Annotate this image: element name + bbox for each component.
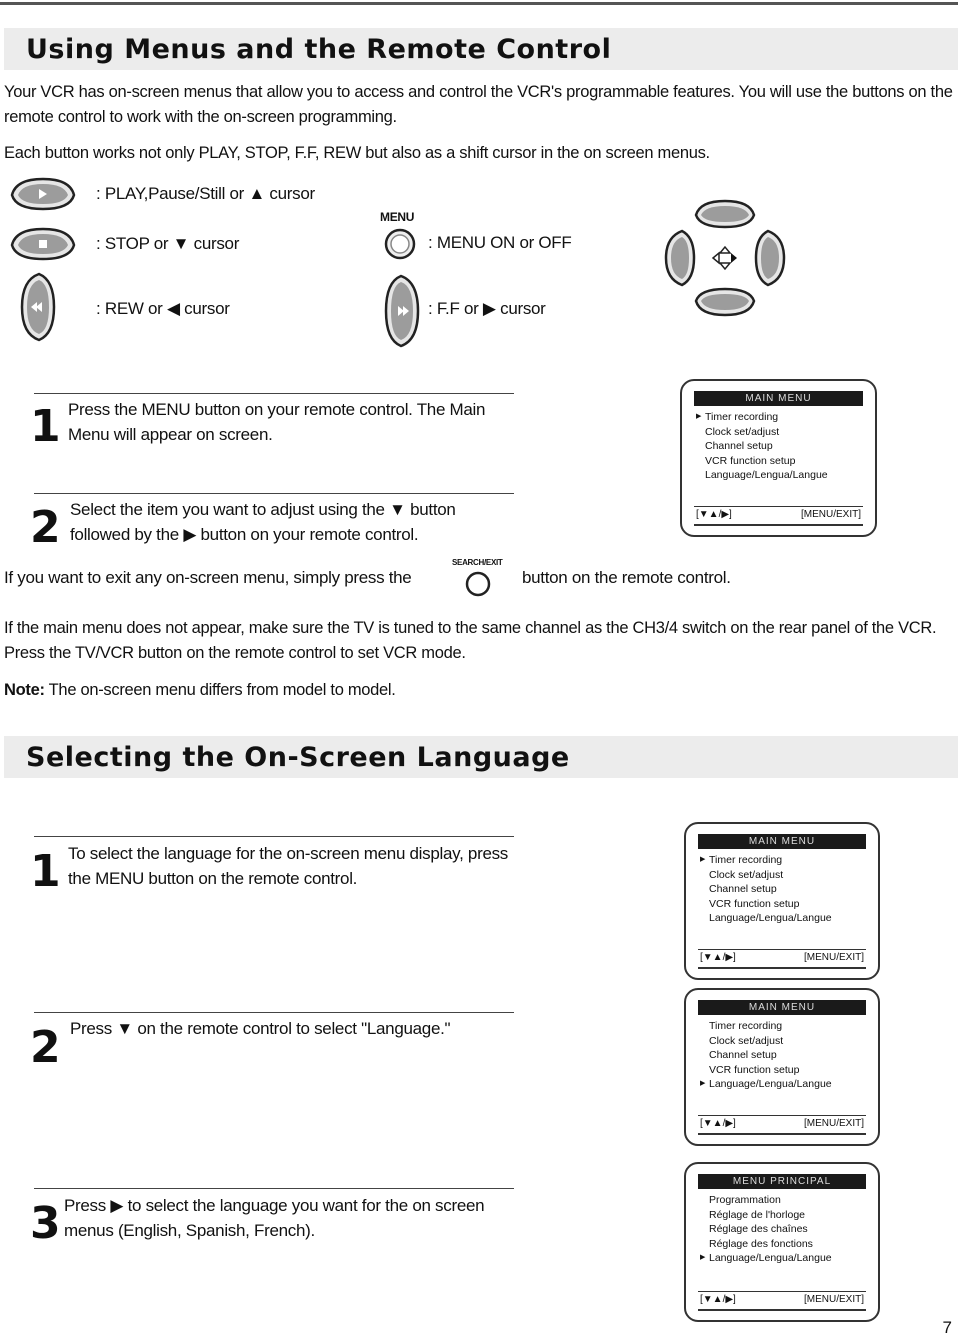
osd-title: MAIN MENU [698, 834, 866, 849]
section-title: Using Menus and the Remote Control [26, 34, 612, 65]
osd-item: Timer recording [709, 1020, 783, 1032]
osd-item-list [696, 410, 828, 483]
osd-title: MAIN MENU [698, 1000, 866, 1015]
osd-title: MENU PRINCIPAL [698, 1174, 866, 1189]
search-exit-button-icon [462, 568, 494, 600]
osd-menu-principal [684, 1162, 880, 1322]
note-text: The on-screen menu differs from model to model. [44, 681, 396, 699]
step-divider [34, 493, 514, 494]
osd-footer [698, 949, 866, 969]
osd-exit-hint: [MENU/EXIT] [803, 1118, 864, 1129]
step-text: Select the item you want to adjust using the ▼ button followed by the ▶ button on your remote control. [70, 500, 456, 544]
osd-exit-hint: [MENU/EXIT] [800, 509, 861, 520]
osd-item: Réglage de l'horloge [709, 1208, 805, 1221]
rew-button-icon [18, 270, 60, 344]
step-number: 2 [30, 1022, 61, 1073]
osd-item: ▶ Timer recording [700, 853, 832, 868]
tv-tuning-note: If the main menu does not appear, make sure the TV is tuned to the same channel as the CH3/4 switch on the rear panel of the VCR. Press the TV/VCR button on the remote control to set VCR mode. [4, 619, 937, 662]
step-divider [34, 836, 514, 837]
play-button-icon [6, 175, 80, 215]
page-number: 7 [942, 1318, 952, 1337]
osd-item-list [700, 1193, 832, 1266]
osd-title: MAIN MENU [694, 391, 863, 406]
rew-button-label: : REW or ◀ cursor [96, 299, 230, 318]
intro-paragraph: Your VCR has on-screen menus that allow you to access and control the VCR's programmable features. You will use the buttons on the remote control to work with the on-screen programming. [4, 83, 953, 126]
osd-item: Réglage des fonctions [709, 1237, 813, 1250]
osd-item: Programmation [709, 1194, 781, 1206]
osd-nav-hint: [▼▲/▶] [696, 509, 732, 520]
step-divider [34, 393, 514, 394]
osd-item: Clock set/adjust [709, 1034, 784, 1047]
step-text: Press ▶ to select the language you want for the on screen menus (English, Spanish, French). [64, 1196, 485, 1240]
top-rule [0, 2, 958, 5]
osd-footer [698, 1291, 866, 1311]
menu-button-label: : MENU ON or OFF [428, 233, 572, 252]
osd-exit-hint: [MENU/EXIT] [803, 1294, 864, 1305]
osd-nav-hint: [▼▲/▶] [700, 1294, 736, 1305]
step-text: Press ▼ on the remote control to select "Language." [70, 1019, 451, 1038]
osd-item: Channel setup [709, 1049, 777, 1061]
osd-item-list [700, 853, 832, 926]
osd-item: VCR function setup [709, 1063, 800, 1076]
osd-item: Clock set/adjust [705, 425, 780, 438]
step-divider [34, 1012, 514, 1013]
exit-instruction-post: button on the remote control. [522, 568, 731, 587]
note-line [4, 678, 954, 703]
note-label: Note: [4, 681, 45, 699]
step-divider [34, 1188, 514, 1189]
section-header-language [4, 736, 958, 778]
menu-button-icon [382, 226, 418, 262]
step-text: To select the language for the on-screen menu display, press the MENU button on the remote control. [68, 844, 509, 888]
osd-main-menu-language-selected [684, 988, 880, 1146]
intro-paragraph-2: Each button works not only PLAY, STOP, F.F, REW but also as a shift cursor in the on screen menus. [4, 144, 710, 162]
step-text: Press the MENU button on your remote control. The Main Menu will appear on screen. [68, 400, 486, 444]
stop-button-icon [6, 225, 80, 265]
osd-main-menu [680, 379, 877, 537]
ff-button-icon [380, 272, 422, 350]
osd-item: VCR function setup [705, 454, 796, 467]
osd-main-menu [684, 822, 880, 980]
osd-item: Clock set/adjust [709, 868, 784, 881]
section-header-menus [4, 28, 958, 70]
step-number: 2 [30, 502, 61, 553]
osd-item: Language/Lengua/Langue [705, 469, 828, 481]
osd-footer [698, 1115, 866, 1135]
osd-item-list [700, 1019, 832, 1092]
exit-instruction-pre: If you want to exit any on-screen menu, simply press the [4, 568, 412, 587]
osd-item: Channel setup [709, 883, 777, 895]
play-button-label: : PLAY,Pause/Still or ▲ cursor [96, 184, 315, 203]
remote-cluster-icon [660, 193, 790, 323]
osd-item: ▶ Timer recording [696, 410, 828, 425]
osd-item: Channel setup [705, 440, 773, 452]
osd-item: ▶ Language/Lengua/Langue [700, 1077, 832, 1092]
osd-exit-hint: [MENU/EXIT] [803, 952, 864, 963]
osd-item: VCR function setup [709, 897, 800, 910]
step-number: 1 [30, 846, 61, 897]
osd-footer [694, 506, 863, 526]
osd-nav-hint: [▼▲/▶] [700, 952, 736, 963]
search-exit-caption: SEARCH/EXIT [452, 558, 503, 567]
step-number: 3 [30, 1198, 61, 1249]
osd-item: ▶ Language/Lengua/Langue [700, 1251, 832, 1266]
osd-nav-hint: [▼▲/▶] [700, 1118, 736, 1129]
section-title: Selecting the On-Screen Language [26, 742, 570, 773]
menu-caption: MENU [380, 210, 415, 224]
ff-button-label: : F.F or ▶ cursor [428, 299, 546, 318]
osd-item: Language/Lengua/Langue [709, 912, 832, 924]
step-number: 1 [30, 401, 61, 452]
osd-item: Réglage des chaînes [709, 1223, 808, 1235]
stop-button-label: : STOP or ▼ cursor [96, 234, 240, 253]
